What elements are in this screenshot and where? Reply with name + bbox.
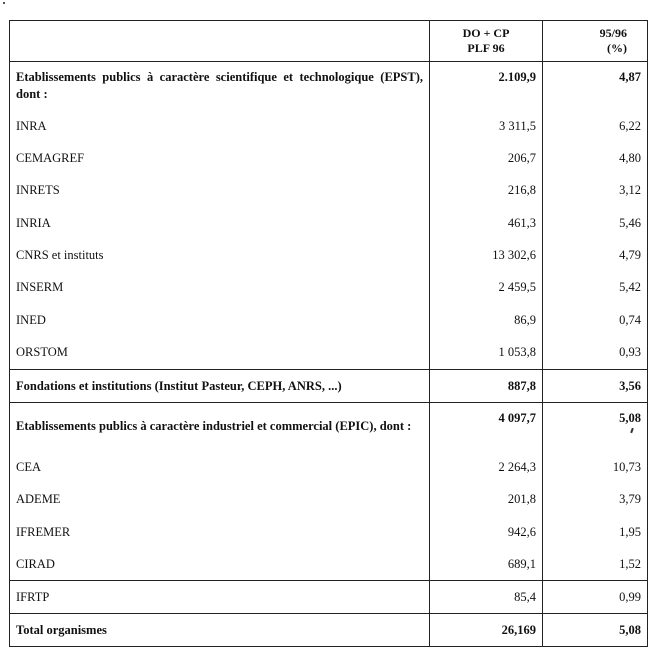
row-value-cell: 206,7: [430, 143, 543, 175]
row-label-cell: Total organismes: [10, 614, 430, 647]
row-label-cell: Fondations et institutions (Institut Pasteur, CEPH, ANRS, ...): [10, 370, 430, 403]
header-value-cell: [430, 21, 543, 62]
row-pct-cell: 5,42: [543, 272, 648, 304]
row-value-cell: 2 264,3: [430, 451, 543, 484]
row-label-cell: CIRAD: [10, 549, 430, 581]
row-value-cell: 461,3: [430, 207, 543, 240]
row-pct-cell: 4,87: [543, 62, 648, 110]
header-value-line-1: DO + CP: [462, 26, 510, 40]
row-pct-cell: 1,52: [543, 549, 648, 581]
row-pct-cell: 10,73: [543, 451, 648, 484]
table-row: [10, 240, 648, 272]
table-header-row: [10, 21, 648, 62]
header-pct-line-1: 95/96: [599, 26, 627, 40]
row-value-cell: 1 053,8: [430, 337, 543, 370]
table-row: [10, 370, 648, 403]
row-pct-cell: 1,95: [543, 516, 648, 549]
row-value-cell: 942,6: [430, 516, 543, 549]
row-value-cell: 2.109,9: [430, 62, 543, 110]
table-row: [10, 304, 648, 337]
row-pct-cell: 0,74: [543, 304, 648, 337]
row-pct-cell: 5,08: [543, 403, 648, 451]
row-label-cell: Etablissements publics à caractère industriel et commercial (EPIC), dont :: [10, 403, 430, 451]
table-row: [10, 516, 648, 549]
row-value-cell: 4 097,7: [430, 403, 543, 451]
row-value-cell: 86,9: [430, 304, 543, 337]
header-label-cell: [10, 21, 430, 62]
row-value-cell: 85,4: [430, 581, 543, 614]
table-row: [10, 451, 648, 484]
table-row: [10, 337, 648, 370]
budget-table: [9, 20, 648, 647]
row-pct-cell: 0,93: [543, 337, 648, 370]
row-pct-cell: 4,80: [543, 143, 648, 175]
row-label-cell: IFRTP: [10, 581, 430, 614]
row-label-cell: INED: [10, 304, 430, 337]
row-label-cell: CNRS et instituts: [10, 240, 430, 272]
row-pct-cell: 0,99: [543, 581, 648, 614]
row-pct-cell: 5,08: [543, 614, 648, 647]
row-pct-cell: 4,79: [543, 240, 648, 272]
row-label-cell: IFREMER: [10, 516, 430, 549]
table-row: [10, 62, 648, 110]
header-pct-line-2: (%): [607, 41, 627, 55]
table-row: [10, 484, 648, 516]
row-pct-cell: 3,79: [543, 484, 648, 516]
row-label-cell: Etablissements publics à caractère scientifique et technologique (EPST), dont :: [10, 62, 430, 110]
row-label-cell: CEA: [10, 451, 430, 484]
table-row: [10, 272, 648, 304]
row-label-cell: ORSTOM: [10, 337, 430, 370]
header-value-line-2: PLF 96: [467, 41, 505, 55]
table-row: [10, 143, 648, 175]
row-label-cell: INRA: [10, 110, 430, 143]
row-value-cell: 201,8: [430, 484, 543, 516]
row-label-cell: INRIA: [10, 207, 430, 240]
table-row: [10, 581, 648, 614]
row-value-cell: 2 459,5: [430, 272, 543, 304]
row-label-cell: INSERM: [10, 272, 430, 304]
table-row: [10, 207, 648, 240]
row-value-cell: 689,1: [430, 549, 543, 581]
row-value-cell: 3 311,5: [430, 110, 543, 143]
row-pct-cell: 6,22: [543, 110, 648, 143]
row-value-cell: 26,169: [430, 614, 543, 647]
row-label-cell: CEMAGREF: [10, 143, 430, 175]
row-pct-cell: 3,56: [543, 370, 648, 403]
row-value-cell: 216,8: [430, 175, 543, 207]
row-value-cell: 13 302,6: [430, 240, 543, 272]
scan-speck: [3, 2, 5, 4]
table-row: [10, 175, 648, 207]
row-value-cell: 887,8: [430, 370, 543, 403]
row-label-cell: ADEME: [10, 484, 430, 516]
table-row: [10, 403, 648, 451]
table-row: [10, 549, 648, 581]
row-label-cell: INRETS: [10, 175, 430, 207]
table-body: [10, 62, 648, 647]
row-pct-cell: 3,12: [543, 175, 648, 207]
row-pct-cell: 5,46: [543, 207, 648, 240]
table-row: [10, 110, 648, 143]
header-pct-cell: [543, 21, 648, 62]
table-row: [10, 614, 648, 647]
